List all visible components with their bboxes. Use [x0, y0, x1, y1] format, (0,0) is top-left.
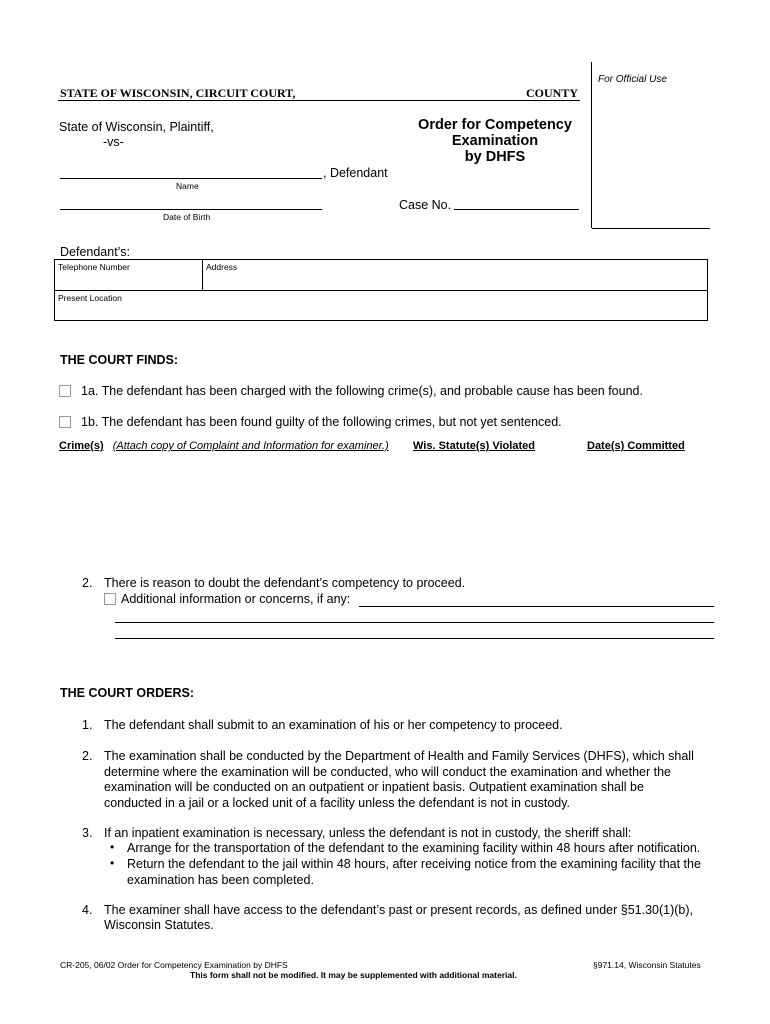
footer-statute: §971.14, Wisconsin Statutes: [593, 960, 701, 970]
order-2-text: [104, 749, 694, 811]
case-no-field[interactable]: [454, 209, 579, 210]
title-line-1: Order for Competency: [418, 117, 572, 133]
telephone-field[interactable]: [55, 260, 202, 290]
official-use-label: For Official Use: [598, 74, 667, 85]
order-2-line: examination will be conducted on an outpatient or inpatient basis. Outpatient examination shall be: [104, 780, 644, 794]
vs-label: -vs-: [103, 135, 124, 149]
order-3-number: 3.: [82, 826, 93, 840]
county-label: COUNTY: [526, 86, 579, 100]
order-3-bullet-1: Arrange for the transportation of the defendant to the examining facility within 48 hours after notification.: [127, 841, 701, 855]
order-4-number: 4.: [82, 903, 93, 917]
order-2-line: determine where the examination will be conducted, who will conduct the examination and whether the: [104, 764, 671, 779]
title-line-3: by DHFS: [464, 149, 526, 165]
defendant-suffix: , Defendant: [323, 166, 388, 180]
name-label: Name: [176, 181, 199, 191]
bullet-icon: •: [110, 840, 115, 854]
court-finds-heading: THE COURT FINDS:: [60, 353, 179, 367]
address-label: Address: [206, 262, 238, 272]
case-no-label: Case No.: [399, 198, 452, 212]
order-3-bullet-2b: examination has been completed.: [127, 873, 314, 887]
dates-column-header: Date(s) Committed: [587, 440, 685, 452]
additional-info-label: Additional information or concerns, if any:: [121, 592, 351, 606]
footer-form-id: CR-205, 06/02 Order for Competency Examination by DHFS: [60, 960, 288, 970]
additional-info-checkbox[interactable]: [104, 593, 116, 605]
order-4-text-line-2: Wisconsin Statutes.: [104, 918, 214, 932]
crimes-column-note: (Attach copy of Complaint and Information for examiner.): [112, 440, 389, 452]
finding-1a-text: 1a. The defendant has been charged with the following crime(s), and probable cause has been found.: [81, 384, 643, 398]
court-name: STATE OF WISCONSIN, CIRCUIT COURT,: [60, 86, 296, 100]
additional-info-line-1[interactable]: [359, 606, 714, 607]
finding-1b-text: 1b. The defendant has been found guilty of the following crimes, but not yet sentenced.: [81, 415, 562, 429]
order-3-text: If an inpatient examination is necessary, unless the defendant is not in custody, the sheriff shall:: [104, 826, 632, 840]
bullet-icon: •: [110, 856, 115, 870]
statute-column-header: Wis. Statute(s) Violated: [413, 440, 535, 452]
order-4-text-line-1: The examiner shall have access to the defendant’s past or present records, as defined under §51.30(1)(b),: [104, 903, 694, 917]
address-field[interactable]: [203, 260, 707, 290]
title-line-2: Examination: [451, 133, 539, 149]
telephone-label: Telephone Number: [58, 262, 130, 272]
court-orders-heading: THE COURT ORDERS:: [60, 686, 195, 700]
order-2-number: 2.: [82, 749, 93, 763]
order-2-line: The examination shall be conducted by the Department of Health and Family Services (DHFS), which shall: [104, 749, 694, 763]
present-location-field[interactable]: [55, 291, 707, 320]
additional-info-line-2[interactable]: [115, 622, 714, 623]
date-of-birth-field[interactable]: [60, 209, 322, 210]
defendant-name-field[interactable]: [60, 178, 322, 179]
finding-1a-checkbox[interactable]: [59, 385, 71, 397]
court-header-rule: [58, 100, 580, 101]
defendant-box-heading: Defendant’s:: [60, 245, 130, 259]
footer-notice: This form shall not be modified. It may be supplemented with additional material.: [190, 970, 517, 980]
finding-2-text: There is reason to doubt the defendant’s competency to proceed.: [104, 576, 466, 590]
crimes-column-title: Crime(s): [59, 440, 104, 452]
official-use-bottom-rule: [592, 228, 710, 229]
order-1-text: The defendant shall submit to an examination of his or her competency to proceed.: [104, 718, 563, 732]
order-1-number: 1.: [82, 718, 93, 732]
crimes-entry-area[interactable]: [59, 456, 709, 566]
page-title: [378, 117, 612, 165]
finding-2-number: 2.: [82, 576, 93, 590]
present-location-label: Present Location: [58, 293, 122, 303]
plaintiff-label: State of Wisconsin, Plaintiff,: [59, 120, 214, 134]
order-3-bullet-2a: Return the defendant to the jail within 48 hours, after receiving notice from the examining facility that the: [127, 857, 701, 871]
date-of-birth-label: Date of Birth: [163, 212, 211, 222]
crimes-column-header: [59, 440, 389, 452]
order-2-line: conducted in a jail or a locked unit of a facility unless the defendant is not in custody.: [104, 795, 571, 810]
additional-info-line-3[interactable]: [115, 638, 714, 639]
finding-1b-checkbox[interactable]: [59, 416, 71, 428]
